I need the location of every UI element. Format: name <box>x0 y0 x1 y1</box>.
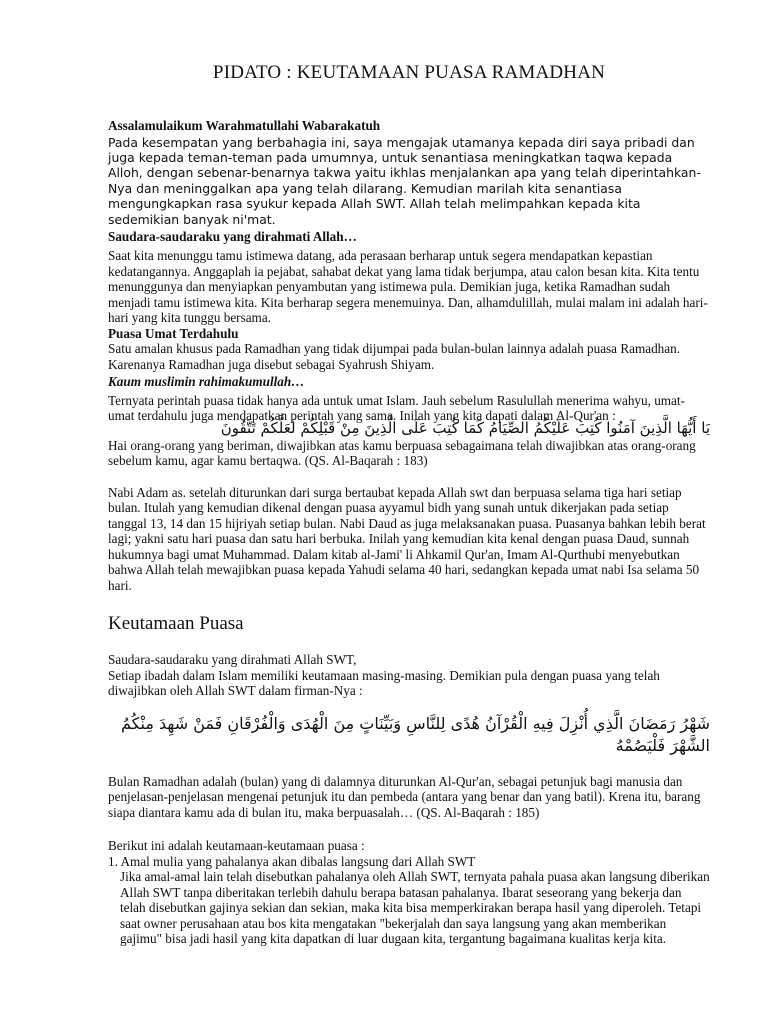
address-kaum-muslimin: Kaum muslimin rahimakumullah… <box>108 374 305 390</box>
address-saudara-swt: Saudara-saudaraku yang dirahmati Allah SWT, <box>108 652 357 668</box>
list-item-1: 1. Amal mulia yang pahalanya akan dibalas langsung dari Allah SWT <box>108 853 476 869</box>
arabic-verse-183: يَا أَيُّهَا الَّذِينَ آمَنُوا كُتِبَ عَلَيْكُمُ الصِّيَامُ كَمَا كُتِبَ عَلَى الَّذِينَ مِنْ قَبْلِكُمْ لَعَلَّكُمْ تَتَّقُونَ <box>220 418 710 437</box>
paragraph-tamu: Saat kita menunggu tamu istimewa datang, ada perasaan berharap untuk segera mendapatkan kepastian kedatangannya. Anggaplah ia pejabat, sahabat dekat yang lama tidak berjumpa, atau calon besan kita. Kita tentu menunggunya dan menyiapkan penyambutan yang istimewa pula. Demikian juga, ketika Ramadhan sudah menjadi tamu istimewa kita. Kita berharap segera menemuinya. Dan, alhamdulillah, mulai malam ini adalah hari-hari yang kita tunggu bersama. <box>108 248 708 326</box>
page-title: PIDATO : KEUTAMAAN PUASA RAMADHAN <box>212 62 606 83</box>
paragraph-amal-mulia: Jika amal-amal lain telah disebutkan pahalanya oleh Allah SWT, ternyata pahala puasa akan langsung diberikan Allah SWT tanpa diberitakan terlebih dahulu berapa batasan pahalanya. Ibarat seseorang yang bekerja dan telah disebutkan gajinya sekian dan sekian, maka kita bisa memperkirakan berapa hasil yang diperoleh. Tetapi saat owner perusahaan atau bos kita mengatakan "bekerjalah dan saya langsung yang akan memberikan gajimu" bisa jadi hasil yang kita dapatkan di luar dugaan kita, tergantung bagaimana kualitas kerja kita. <box>120 869 710 947</box>
address-saudara: Saudara-saudaraku yang dirahmati Allah… <box>108 228 357 244</box>
list-intro: Berikut ini adalah keutamaan-keutamaan puasa : <box>108 838 365 854</box>
heading-keutamaan-puasa: Keutamaan Puasa <box>108 613 244 635</box>
paragraph-perintah: Ternyata perintah puasa tidak hanya ada untuk umat Islam. Jauh sebelum Rasulullah menerima wahyu, umat-umat terdahulu juga mendapatkan perintah yang sama. Inilah yang kita dapati dalam Al-Qur'an : <box>108 392 685 424</box>
paragraph-amalan: Satu amalan khusus pada Ramadhan yang tidak dijumpai pada bulan-bulan lainnya adalah puasa Ramadhan. Karenanya Ramadhan juga disebut sebagai Syahrush Shiyam. <box>108 341 681 372</box>
paragraph-ibadah: Setiap ibadah dalam Islam memiliki keutamaan masing-masing. Demikian pula dengan puasa yang telah diwajibkan oleh Allah SWT dalam firman-Nya : <box>108 667 660 699</box>
heading-puasa-umat-terdahulu: Puasa Umat Terdahulu <box>108 325 239 341</box>
greeting: Assalamulaikum Warahmatullahi Wabarakatuh <box>108 118 381 133</box>
paragraph-nabi-adam: Nabi Adam as. setelah diturunkan dari surga bertaubat kepada Allah swt dan berpuasa selama tiga hari setiap bulan. Itulah yang kemudian dikenal dengan puasa ayyamul bidh yang sunah untuk dikerjakan pada setiap tanggal 13, 14 dan 15 hijriyah setiap bulan. Nabi Daud as juga melaksanakan puasa. Puasanya bahkan lebih berat lagi; yakni satu hari puasa dan satu hari berbuka. Inilah yang kemudian kita kenal dengan puasa Daud, sunnah hukumnya bagi umat Muhammad. Dalam kitab al-Jami' li Ahkamil Qur'an, Imam Al-Qurthubi menyebutkan bahwa Allah telah mewajibkan puasa kepada Yahudi selama 40 hari, sedangkan kepada umat nabi Isa selama 50 hari. <box>108 484 706 593</box>
translation-185: Bulan Ramadhan adalah (bulan) yang di dalamnya diturunkan Al-Qur'an, sebagai petunjuk bagi manusia dan penjelasan-penjelasan mengenai petunjuk itu dan pembeda (antara yang benar dan yang batil). Krena itu, barang siapa diantara kamu ada di bulan itu, maka berpuasalah… (QS. Al-Baqarah : 185) <box>108 773 701 820</box>
arabic-verse-185: شَهْرُ رَمَضَانَ الَّذِي أُنْزِلَ فِيهِ الْقُرْآنُ هُدًى لِلنَّاسِ وَبَيِّنَاتٍ مِنَ الْهُدَى وَالْفُرْقَانِ فَمَنْ شَهِدَ مِنْكُمُ الشَّهْرَ فَلْيَصُمْهُ <box>121 713 710 755</box>
translation-183: Hai orang-orang yang beriman, diwajibkan atas kamu berpuasa sebagaimana telah diwajibkan atas orang-orang sebelum kamu, agar kamu bertaqwa. (QS. Al-Baqarah : 183) <box>108 437 696 469</box>
opening-paragraph: Pada kesempatan yang berbahagia ini, saya mengajak utamanya kepada diri saya pribadi dan juga kepada teman-teman pada umumnya, untuk senantiasa meningkatkan taqwa kepada Alloh, dengan sebenar-benarnya takwa yaitu ikhlas menjalankan apa yang telah diperintahkan-Nya dan meninggalkan apa yang telah dilarang. Kemudian marilah kita senantiasa mengungkapkan rasa syukur kepada Allah SWT. Allah telah melimpahkan kepada kita sedemikian banyak ni'mat. <box>108 134 701 227</box>
